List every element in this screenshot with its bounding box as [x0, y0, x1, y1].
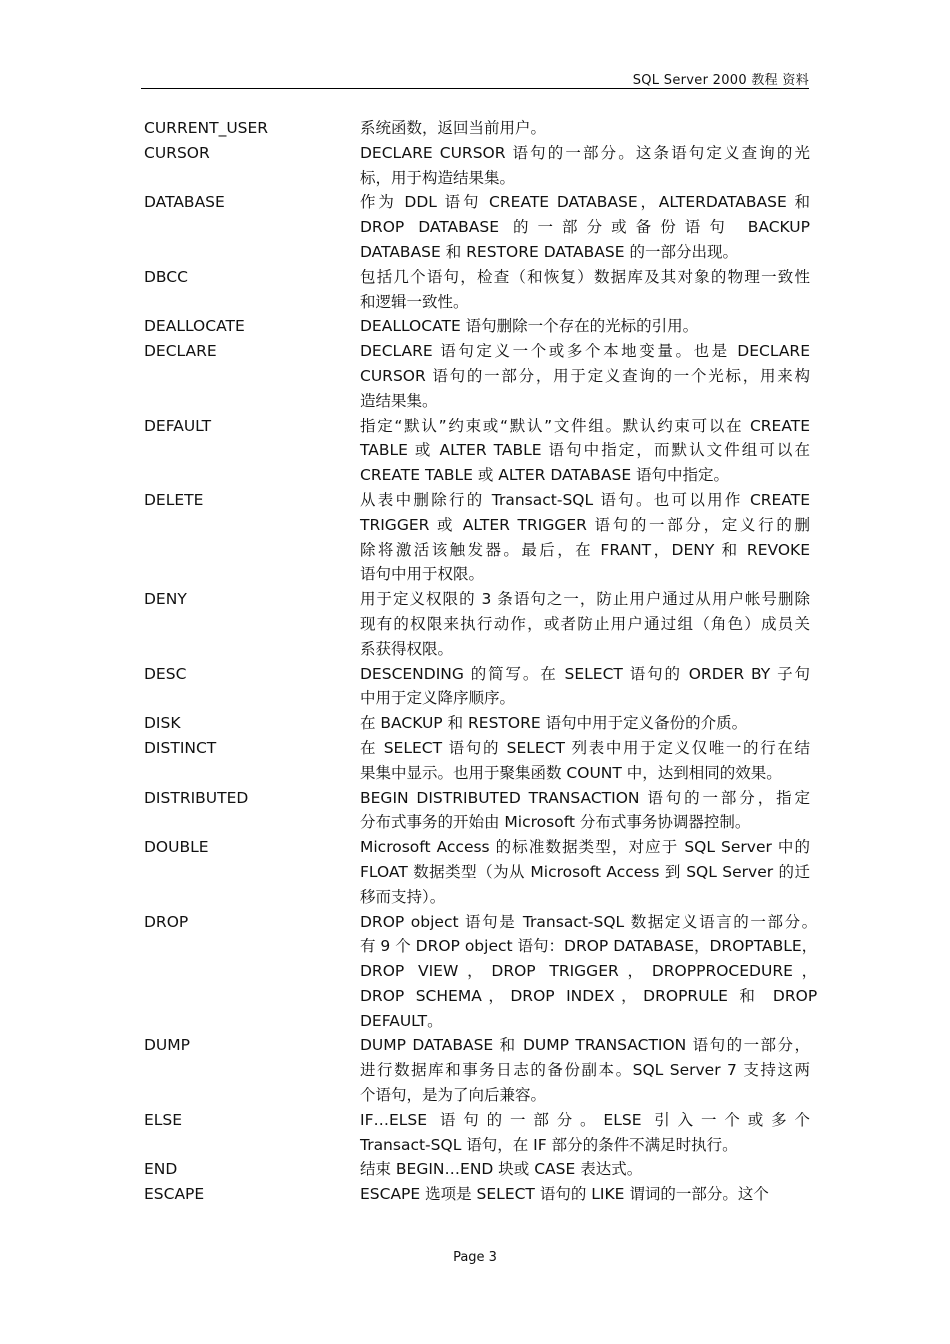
glossary-description [360, 711, 810, 736]
description-line: 移而支持）。 [360, 887, 446, 906]
glossary-term: DOUBLE [144, 838, 209, 857]
glossary-term: ELSE [144, 1110, 183, 1129]
glossary-term: DEFAULT [144, 416, 212, 435]
description-line: DROP SCHEMA，DROP INDEX，DROPRULE 和 DROP [360, 986, 818, 1005]
glossary-term: DISTRIBUTED [144, 788, 249, 807]
description-line: ESCAPE 选项是 SELECT 语句的 LIKE 谓词的一部分。这个 [360, 1185, 769, 1204]
glossary-entry [144, 662, 810, 712]
glossary-description [360, 835, 810, 909]
glossary-entry [144, 711, 810, 736]
description-line: TABLE 或 ALTER TABLE 语句中指定，而默认文件组可以在 [360, 441, 810, 460]
glossary-entry [144, 488, 810, 587]
description-line: 系获得权限。 [360, 639, 454, 658]
glossary-term: DEALLOCATE [144, 317, 245, 336]
glossary-term: DISK [144, 714, 181, 733]
header-divider [141, 88, 809, 89]
glossary-entry [144, 314, 810, 339]
description-line: FLOAT 数据类型（为从 Microsoft Access 到 SQL Server 的迁 [360, 862, 810, 881]
glossary-entry [144, 190, 810, 264]
glossary-entry [144, 587, 810, 661]
glossary-entry [144, 1182, 810, 1207]
glossary-entry [144, 910, 818, 1034]
description-line: DESCENDING 的简写。在 SELECT 语句的 ORDER BY 子句 [360, 664, 810, 683]
glossary-entry [144, 1033, 810, 1107]
glossary-description [360, 662, 810, 712]
page-header-title: SQL Server 2000 教程 资料 [632, 73, 809, 88]
description-line: 造结果集。 [360, 391, 438, 410]
glossary-entry [144, 116, 810, 141]
glossary-entry [144, 1157, 810, 1182]
description-line: Transact-SQL 语句，在 IF 部分的条件不满足时执行。 [360, 1135, 738, 1154]
glossary-term: DELETE [144, 490, 204, 509]
description-line: 中用于定义降序顺序。 [360, 689, 516, 708]
glossary-term: DROP [144, 912, 189, 931]
description-line: 语句中用于权限。 [360, 565, 485, 584]
glossary-term: DATABASE [144, 193, 225, 212]
glossary-description [360, 116, 810, 141]
glossary-description [360, 786, 810, 836]
glossary-entry [144, 835, 810, 909]
glossary-description [360, 1033, 810, 1107]
description-line: DUMP DATABASE 和 DUMP TRANSACTION 语句的一部分， [360, 1036, 810, 1055]
glossary-description [360, 190, 810, 264]
description-line: 有 9 个 DROP object 语句：DROP DATABASE，DROPTABLE， [360, 937, 818, 956]
description-line: CURSOR 语句的一部分，用于定义查询的一个光标，用来构 [360, 366, 810, 385]
glossary-term: CURRENT_USER [144, 119, 269, 137]
description-line: 个语句，是为了向后兼容。 [360, 1086, 547, 1105]
description-line: DEFAULT。 [360, 1011, 443, 1030]
glossary-description [360, 265, 810, 315]
description-line: DROP object 语句是 Transact-SQL 数据定义语言的一部分。 [360, 912, 818, 931]
description-line: DROP VIEW，DROP TRIGGER，DROPPROCEDURE， [360, 962, 818, 981]
description-line: 用于定义权限的 3 条语句之一，防止用户通过从用户帐号删除 [360, 590, 810, 609]
glossary-entry [144, 786, 810, 836]
description-line: 从表中删除行的 Transact-SQL 语句。也可以用作 CREATE [360, 490, 810, 509]
glossary-description [360, 314, 810, 339]
description-line: BEGIN DISTRIBUTED TRANSACTION 语句的一部分，指定 [360, 788, 810, 807]
description-line: 进行数据库和事务日志的备份副本。SQL Server 7 支持这两 [360, 1061, 810, 1080]
glossary-description [360, 488, 810, 587]
glossary-term: DUMP [144, 1036, 191, 1055]
glossary-entry [144, 414, 810, 488]
description-line: 系统函数，返回当前用户。 [360, 119, 547, 137]
glossary-term: CURSOR [144, 143, 210, 162]
glossary-description [360, 1157, 810, 1182]
glossary-term: DISTINCT [144, 738, 217, 757]
glossary-entry [144, 736, 810, 786]
description-line: DROP DATABASE 的一部分或备份语句 BACKUP [360, 218, 810, 237]
description-line: 结束 BEGIN…END 块或 CASE 表达式。 [360, 1160, 643, 1179]
glossary-entry [144, 265, 810, 315]
glossary-description [360, 587, 810, 661]
description-line: DECLARE CURSOR 语句的一部分。这条语句定义查询的光 [360, 143, 810, 162]
description-line: CREATE TABLE 或 ALTER DATABASE 语句中指定。 [360, 466, 730, 485]
glossary-entry [144, 1108, 810, 1158]
glossary-term: DENY [144, 590, 187, 609]
page-number: Page 3 [453, 1250, 497, 1265]
glossary-term: END [144, 1160, 178, 1179]
glossary-entries [144, 116, 818, 1207]
description-line: 果集中显示。也用于聚集函数 COUNT 中，达到相同的效果。 [360, 763, 782, 782]
description-line: 在 SELECT 语句的 SELECT 列表中用于定义仅唯一的行在结 [360, 738, 810, 757]
glossary-entry [144, 141, 810, 191]
description-line: DEALLOCATE 语句删除一个存在的光标的引用。 [360, 317, 699, 336]
glossary-description [360, 141, 810, 191]
glossary-term: DECLARE [144, 342, 217, 361]
glossary-term: ESCAPE [144, 1185, 205, 1204]
description-line: 和逻辑一致性。 [360, 292, 469, 311]
glossary-description [360, 910, 817, 1034]
description-line: 分布式事务的开始由 Microsoft 分布式事务协调器控制。 [360, 813, 751, 832]
description-line: 除将激活该触发器。最后，在 FRANT，DENY 和 REVOKE [360, 540, 810, 559]
glossary-description [360, 1182, 810, 1207]
glossary-description [360, 736, 810, 786]
description-line: 作为 DDL 语句 CREATE DATABASE，ALTERDATABASE 和 [360, 193, 810, 212]
glossary-entry [144, 339, 810, 413]
description-line: 现有的权限来执行动作，或者防止用户通过组（角色）成员关 [360, 614, 810, 633]
glossary-term: DBCC [144, 267, 188, 286]
description-line: 在 BACKUP 和 RESTORE 语句中用于定义备份的介质。 [360, 714, 748, 733]
glossary-description [360, 339, 810, 413]
description-line: 标，用于构造结果集。 [360, 168, 516, 187]
description-line: 指定“默认”约束或“默认”文件组。默认约束可以在 CREATE [360, 416, 810, 435]
description-line: Microsoft Access 的标准数据类型，对应于 SQL Server 中的 [360, 838, 810, 857]
description-line: IF…ELSE 语句的一部分。ELSE 引入一个或多个 [360, 1110, 810, 1129]
description-line: DATABASE 和 RESTORE DATABASE 的一部分出现。 [360, 242, 738, 261]
description-line: DECLARE 语句定义一个或多个本地变量。也是 DECLARE [360, 342, 810, 361]
glossary-description [360, 414, 810, 488]
description-line: 包括几个语句，检查（和恢复）数据库及其对象的物理一致性 [360, 267, 810, 286]
glossary-term: DESC [144, 664, 187, 683]
glossary-description [360, 1108, 810, 1158]
description-line: TRIGGER 或 ALTER TRIGGER 语句的一部分，定义行的删 [360, 515, 810, 534]
